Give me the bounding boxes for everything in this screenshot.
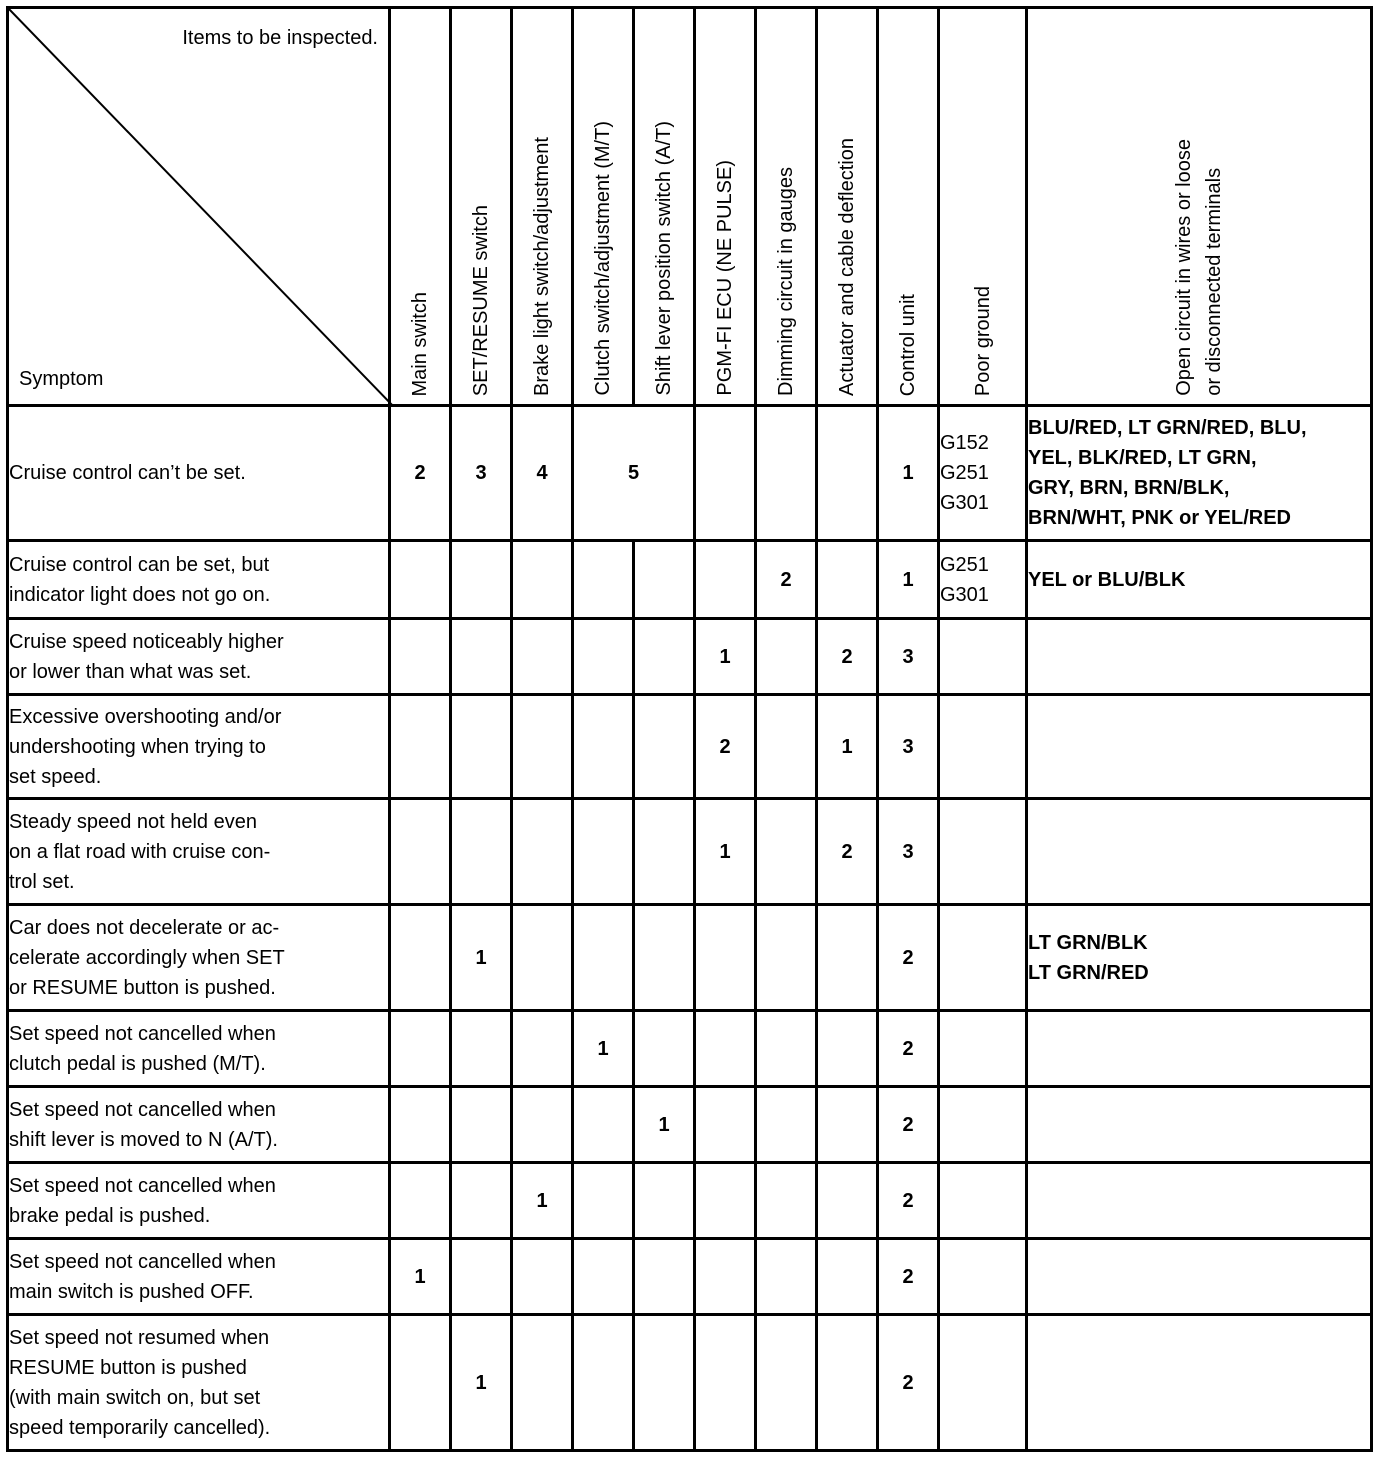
cell-brake bbox=[512, 1087, 573, 1163]
cell-ground bbox=[939, 695, 1027, 799]
cell-actuator bbox=[817, 1011, 878, 1087]
cell-actuator bbox=[817, 1315, 878, 1451]
symptom-cell: Set speed not cancelled when main switch is pushed OFF. bbox=[8, 1239, 390, 1315]
cell-main bbox=[390, 541, 451, 619]
symptom-cell: Set speed not resumed when RESUME button is pushed (with main switch on, but set speed temporarily cancelled). bbox=[8, 1315, 390, 1451]
symptom-cell: Set speed not cancelled when clutch pedal is pushed (M/T). bbox=[8, 1011, 390, 1087]
cell-dimming bbox=[756, 1011, 817, 1087]
symptom-cell: Car does not decelerate or ac- celerate accordingly when SET or RESUME button is pushed. bbox=[8, 905, 390, 1011]
cell-dimming bbox=[756, 1239, 817, 1315]
cell-brake: 1 bbox=[512, 1163, 573, 1239]
cell-setres bbox=[451, 1163, 512, 1239]
col-shift-lever-switch: Shift lever position switch (A/T) bbox=[634, 8, 695, 406]
cell-control: 1 bbox=[878, 406, 939, 541]
cell-pgm bbox=[695, 905, 756, 1011]
cell-wires: BLU/RED, LT GRN/RED, BLU, YEL, BLK/RED, LT GRN, GRY, BRN, BRN/BLK, BRN/WHT, PNK or YEL/RED bbox=[1027, 406, 1372, 541]
cell-ground bbox=[939, 905, 1027, 1011]
cell-control: 2 bbox=[878, 1011, 939, 1087]
cell-setres: 1 bbox=[451, 1315, 512, 1451]
cell-pgm: 2 bbox=[695, 695, 756, 799]
cell-shift bbox=[634, 1163, 695, 1239]
table-row bbox=[8, 541, 1372, 619]
cell-ground bbox=[939, 1163, 1027, 1239]
cell-shift bbox=[634, 1239, 695, 1315]
cell-main bbox=[390, 695, 451, 799]
cell-shift bbox=[634, 905, 695, 1011]
symptom-cell: Set speed not cancelled when brake pedal is pushed. bbox=[8, 1163, 390, 1239]
table-row bbox=[8, 905, 1372, 1011]
cell-main bbox=[390, 1087, 451, 1163]
items-label: Items to be inspected. bbox=[182, 27, 378, 49]
cell-shift bbox=[634, 695, 695, 799]
cell-control: 2 bbox=[878, 1239, 939, 1315]
cell-brake bbox=[512, 1315, 573, 1451]
cell-brake bbox=[512, 799, 573, 905]
cell-brake bbox=[512, 619, 573, 695]
cell-brake bbox=[512, 541, 573, 619]
symptom-cell: Steady speed not held even on a flat road with cruise con- trol set. bbox=[8, 799, 390, 905]
cell-dimming bbox=[756, 619, 817, 695]
cell-ground bbox=[939, 1011, 1027, 1087]
table-row bbox=[8, 1163, 1372, 1239]
symptom-cell: Excessive overshooting and/or undershooting when trying to set speed. bbox=[8, 695, 390, 799]
cell-wires bbox=[1027, 799, 1372, 905]
cell-ground bbox=[939, 1087, 1027, 1163]
cell-main bbox=[390, 1315, 451, 1451]
cell-wires: LT GRN/BLK LT GRN/RED bbox=[1027, 905, 1372, 1011]
cell-clutch bbox=[573, 1239, 634, 1315]
cell-ground: G251 G301 bbox=[939, 541, 1027, 619]
table-row bbox=[8, 1239, 1372, 1315]
cell-pgm: 1 bbox=[695, 799, 756, 905]
cell-clutch-shift: 5 bbox=[573, 406, 695, 541]
cell-clutch bbox=[573, 905, 634, 1011]
header-row bbox=[8, 8, 1372, 406]
cell-main: 2 bbox=[390, 406, 451, 541]
cell-brake: 4 bbox=[512, 406, 573, 541]
cell-brake bbox=[512, 695, 573, 799]
cell-setres bbox=[451, 799, 512, 905]
symptom-cell: Cruise speed noticeably higher or lower than what was set. bbox=[8, 619, 390, 695]
cell-actuator bbox=[817, 406, 878, 541]
cell-wires bbox=[1027, 695, 1372, 799]
cell-main bbox=[390, 1011, 451, 1087]
cell-wires bbox=[1027, 1087, 1372, 1163]
cell-control: 2 bbox=[878, 905, 939, 1011]
cell-clutch bbox=[573, 695, 634, 799]
cell-pgm bbox=[695, 1315, 756, 1451]
cell-clutch bbox=[573, 1087, 634, 1163]
cell-clutch bbox=[573, 541, 634, 619]
cell-actuator bbox=[817, 1163, 878, 1239]
cell-clutch bbox=[573, 799, 634, 905]
cell-dimming bbox=[756, 905, 817, 1011]
cell-wires bbox=[1027, 1163, 1372, 1239]
table-row bbox=[8, 1315, 1372, 1451]
cell-pgm bbox=[695, 541, 756, 619]
cell-dimming bbox=[756, 799, 817, 905]
col-set-resume-switch: SET/RESUME switch bbox=[451, 8, 512, 406]
cell-shift bbox=[634, 1011, 695, 1087]
cell-wires bbox=[1027, 619, 1372, 695]
cell-wires bbox=[1027, 1315, 1372, 1451]
corner-cell bbox=[8, 8, 390, 406]
cell-clutch: 1 bbox=[573, 1011, 634, 1087]
cell-pgm bbox=[695, 1239, 756, 1315]
cell-pgm bbox=[695, 1011, 756, 1087]
cell-ground bbox=[939, 619, 1027, 695]
cell-clutch bbox=[573, 1163, 634, 1239]
diagonal-line bbox=[9, 9, 394, 407]
cell-control: 3 bbox=[878, 619, 939, 695]
table-row bbox=[8, 695, 1372, 799]
cell-shift: 1 bbox=[634, 1087, 695, 1163]
cell-setres bbox=[451, 695, 512, 799]
col-main-switch: Main switch bbox=[390, 8, 451, 406]
cell-control: 2 bbox=[878, 1163, 939, 1239]
cell-main: 1 bbox=[390, 1239, 451, 1315]
cell-ground bbox=[939, 1239, 1027, 1315]
table-row bbox=[8, 406, 1372, 541]
cell-pgm bbox=[695, 1163, 756, 1239]
cell-control: 3 bbox=[878, 695, 939, 799]
cell-wires bbox=[1027, 1011, 1372, 1087]
cell-setres bbox=[451, 541, 512, 619]
table-row bbox=[8, 1011, 1372, 1087]
cell-actuator: 1 bbox=[817, 695, 878, 799]
cell-pgm bbox=[695, 406, 756, 541]
cell-shift bbox=[634, 799, 695, 905]
cell-wires: YEL or BLU/BLK bbox=[1027, 541, 1372, 619]
cell-dimming: 2 bbox=[756, 541, 817, 619]
cell-actuator bbox=[817, 1239, 878, 1315]
cell-dimming bbox=[756, 695, 817, 799]
symptom-cell: Set speed not cancelled when shift lever is moved to N (A/T). bbox=[8, 1087, 390, 1163]
cell-setres bbox=[451, 1087, 512, 1163]
cell-actuator bbox=[817, 905, 878, 1011]
cell-shift bbox=[634, 541, 695, 619]
col-pgm-fi-ecu: PGM-FI ECU (NE PULSE) bbox=[695, 8, 756, 406]
table-row bbox=[8, 619, 1372, 695]
symptom-cell: Cruise control can be set, but indicator light does not go on. bbox=[8, 541, 390, 619]
cell-setres: 3 bbox=[451, 406, 512, 541]
cell-control: 3 bbox=[878, 799, 939, 905]
cell-pgm: 1 bbox=[695, 619, 756, 695]
cell-ground bbox=[939, 1315, 1027, 1451]
col-clutch-switch: Clutch switch/adjustment (M/T) bbox=[573, 8, 634, 406]
cell-brake bbox=[512, 905, 573, 1011]
cell-actuator: 2 bbox=[817, 619, 878, 695]
cell-pgm bbox=[695, 1087, 756, 1163]
table-row bbox=[8, 799, 1372, 905]
troubleshooting-table bbox=[6, 6, 1373, 1452]
col-dimming-circuit: Dimming circuit in gauges bbox=[756, 8, 817, 406]
cell-control: 1 bbox=[878, 541, 939, 619]
cell-setres bbox=[451, 1239, 512, 1315]
cell-brake bbox=[512, 1239, 573, 1315]
cell-main bbox=[390, 799, 451, 905]
col-control-unit: Control unit bbox=[878, 8, 939, 406]
cell-control: 2 bbox=[878, 1087, 939, 1163]
table-row bbox=[8, 1087, 1372, 1163]
cell-actuator bbox=[817, 541, 878, 619]
col-poor-ground: Poor ground bbox=[939, 8, 1027, 406]
cell-setres: 1 bbox=[451, 905, 512, 1011]
cell-clutch bbox=[573, 1315, 634, 1451]
col-open-circuit: Open circuit in wires or loose or disconnected terminals bbox=[1027, 8, 1372, 406]
col-actuator: Actuator and cable deflection bbox=[817, 8, 878, 406]
col-brake-light-switch: Brake light switch/adjustment bbox=[512, 8, 573, 406]
cell-dimming bbox=[756, 1087, 817, 1163]
cell-actuator bbox=[817, 1087, 878, 1163]
cell-wires bbox=[1027, 1239, 1372, 1315]
cell-dimming bbox=[756, 1163, 817, 1239]
cell-dimming bbox=[756, 406, 817, 541]
cell-main bbox=[390, 619, 451, 695]
cell-clutch bbox=[573, 619, 634, 695]
cell-brake bbox=[512, 1011, 573, 1087]
symptom-cell: Cruise control can’t be set. bbox=[8, 406, 390, 541]
cell-dimming bbox=[756, 1315, 817, 1451]
cell-actuator: 2 bbox=[817, 799, 878, 905]
cell-main bbox=[390, 905, 451, 1011]
cell-shift bbox=[634, 619, 695, 695]
cell-control: 2 bbox=[878, 1315, 939, 1451]
cell-ground: G152 G251 G301 bbox=[939, 406, 1027, 541]
cell-setres bbox=[451, 619, 512, 695]
cell-setres bbox=[451, 1011, 512, 1087]
cell-ground bbox=[939, 799, 1027, 905]
cell-shift bbox=[634, 1315, 695, 1451]
cell-main bbox=[390, 1163, 451, 1239]
symptom-label: Symptom bbox=[19, 368, 104, 390]
